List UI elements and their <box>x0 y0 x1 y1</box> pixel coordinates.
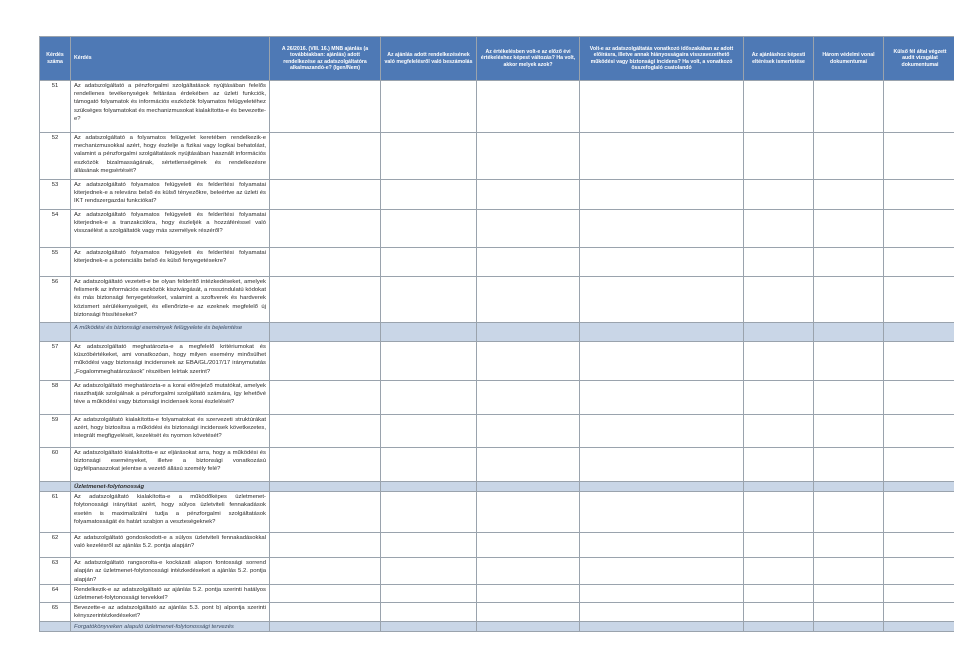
answer-cell[interactable] <box>580 492 744 533</box>
question-text: Az adatszolgáltató folyamatos felügyeleti és felderítési folyamatai kiterjednek-e a releváns belső és külső tényezőkre, beleértve az üzleti és IKT rendszergazdai funkciókat? <box>71 180 270 210</box>
table-row <box>40 81 954 133</box>
answer-cell[interactable] <box>381 533 477 558</box>
table-row <box>40 342 954 381</box>
section-number-cell <box>40 621 71 631</box>
answer-cell[interactable] <box>270 133 381 180</box>
question-text: Az adatszolgáltató folyamatos felügyeleti és felderítési folyamatai kiterjednek-e a potenciális belső és külső fenyegetésekre? <box>71 248 270 277</box>
table-row <box>40 533 954 558</box>
answer-cell[interactable] <box>477 81 580 133</box>
section-title: Üzletmenet-folytonosság <box>71 482 270 492</box>
answer-cell[interactable] <box>477 448 580 482</box>
answer-cell[interactable] <box>744 558 814 585</box>
answer-cell[interactable] <box>744 533 814 558</box>
answer-cell[interactable] <box>270 81 381 133</box>
question-text: Rendelkezik-e az adatszolgáltató az ajánlás 5.2. pontja szerinti hatályos üzletmenet-folytonossági tervekkel? <box>71 584 270 602</box>
table-row <box>40 448 954 482</box>
answer-cell[interactable] <box>381 81 477 133</box>
col-header-incident: Volt-e az adatszolgáltatás vonatkozó időszakában az adott előírásra, illetve annak hiányosságaira visszavezethető működési vagy biztonsági incidens? Ha volt, a vonatkozó összefoglaló csatolandó <box>580 37 744 81</box>
answer-cell[interactable] <box>884 248 954 277</box>
answer-cell[interactable] <box>814 180 884 210</box>
table-row <box>40 210 954 248</box>
question-number: 65 <box>40 603 71 621</box>
answer-cell[interactable] <box>381 248 477 277</box>
answer-cell[interactable] <box>884 584 954 602</box>
answer-cell[interactable] <box>381 603 477 621</box>
header-row <box>40 37 954 81</box>
answer-cell[interactable] <box>814 210 884 248</box>
answer-cell[interactable] <box>884 81 954 133</box>
answer-cell[interactable] <box>381 492 477 533</box>
answer-cell[interactable] <box>744 277 814 323</box>
answer-cell[interactable] <box>477 584 580 602</box>
table-row <box>40 248 954 277</box>
answer-cell[interactable] <box>744 381 814 415</box>
answer-cell[interactable] <box>580 133 744 180</box>
question-text: Az adatszolgáltató rangsorolta-e kockázati alapon fontossági sorrend alapján az üzletmenet-folytonossági intézkedéseket a ajánlás 5.2. pontja alapján? <box>71 558 270 585</box>
answer-cell[interactable] <box>270 415 381 448</box>
answer-cell[interactable] <box>884 533 954 558</box>
answer-cell[interactable] <box>744 133 814 180</box>
answer-cell[interactable] <box>477 210 580 248</box>
answer-cell[interactable] <box>884 415 954 448</box>
answer-cell[interactable] <box>884 180 954 210</box>
question-number: 63 <box>40 558 71 585</box>
answer-cell[interactable] <box>270 210 381 248</box>
table-row <box>40 133 954 180</box>
answer-cell[interactable] <box>744 342 814 381</box>
answer-cell[interactable] <box>814 533 884 558</box>
answer-cell[interactable] <box>270 342 381 381</box>
answer-cell[interactable] <box>814 342 884 381</box>
question-number: 55 <box>40 248 71 277</box>
answer-cell[interactable] <box>381 277 477 323</box>
answer-cell[interactable] <box>884 210 954 248</box>
table-row <box>40 277 954 323</box>
question-text: Az adatszolgáltató a folyamatos felügyelet keretében rendelkezik-e mechanizmusokkal azért, hogy észlelje a fizikai vagy logikai behatolást, valamint a pénzforgalmi szolgáltatások nyújtásában használt információs eszközök bizalmasságának, sértetlenségének és rendelkezésre állásának megsértését? <box>71 133 270 180</box>
answer-cell[interactable] <box>477 342 580 381</box>
answer-cell[interactable] <box>477 381 580 415</box>
answer-cell[interactable] <box>270 603 381 621</box>
question-text: Az adatszolgáltató meghatározta-e a korai előrejelző mutatókat, amelyek riaszthatják szolgálnak a pénzforgalmi szolgáltató számára, így lehetővé téve a működési vagy biztonsági incidensek korai észlelését? <box>71 381 270 415</box>
answer-cell[interactable] <box>814 381 884 415</box>
question-text: Az adatszolgáltató kialakította-e az eljárásokat arra, hogy a működési és biztonsági eseményeket, illetve a biztonsági vonatkozású ügyfélpanaszokat jelentse a vezető állású személy felé? <box>71 448 270 482</box>
answer-cell[interactable] <box>744 603 814 621</box>
question-number: 57 <box>40 342 71 381</box>
answer-cell[interactable] <box>814 133 884 180</box>
question-text: Az adatszolgáltató a pénzforgalmi szolgáltatások nyújtásában felelős rendellenes tevékenységek feltárása érdekében az üzleti funkciók, támogató folyamatok és információs eszközök folyamatos felügyeletéhez szükséges folyamatokat és mechanizmusokat kialakította-e és bevezette-e? <box>71 81 270 133</box>
section-title: Forgatókönyveken alapuló üzletmenet-folytonossági tervezés <box>71 621 270 631</box>
answer-cell[interactable] <box>814 277 884 323</box>
answer-cell[interactable] <box>744 492 814 533</box>
section-number-cell <box>40 323 71 342</box>
answer-cell[interactable] <box>580 533 744 558</box>
table-row <box>40 180 954 210</box>
answer-cell[interactable] <box>381 180 477 210</box>
section-number-cell <box>40 482 71 492</box>
col-header-external-audit: Külső fél által végzett audit vizsgálat dokumentumai <box>884 37 954 81</box>
table-row <box>40 492 954 533</box>
answer-cell[interactable] <box>884 277 954 323</box>
answer-cell[interactable] <box>814 603 884 621</box>
answer-cell[interactable] <box>744 584 814 602</box>
question-text: Az adatszolgáltató vezetett-e be olyan felderítő intézkedéseket, amelyek felismerik az információs eszközök kiszivárgását, a rosszindulatú kódokat és más biztonsági fenyegetéseket, valamint a szoftverek és hardverek közismert sérülékenységeit, és ellenőrizte-e az ezeknek megfelelő új biztonsági frissítéseket? <box>71 277 270 323</box>
answer-cell[interactable] <box>580 81 744 133</box>
question-text: Az adatszolgáltató kialakította-e folyamatokat és szervezeti struktúrákat azért, hogy biztosítsa a működési és biztonsági incidensek következetes, integrált megfigyelését, kezelését és nyomon követését? <box>71 415 270 448</box>
answer-cell[interactable] <box>814 248 884 277</box>
answer-cell[interactable] <box>580 381 744 415</box>
question-number: 54 <box>40 210 71 248</box>
answer-cell[interactable] <box>381 448 477 482</box>
answer-cell[interactable] <box>477 603 580 621</box>
answer-cell[interactable] <box>580 248 744 277</box>
question-number: 59 <box>40 415 71 448</box>
answer-cell[interactable] <box>477 533 580 558</box>
table-body <box>40 81 954 632</box>
question-number: 58 <box>40 381 71 415</box>
answer-cell[interactable] <box>270 248 381 277</box>
question-number: 53 <box>40 180 71 210</box>
col-header-question: Kérdés <box>71 37 270 81</box>
question-text: Az adatszolgáltató kialakította-e a működőképes üzletmenet-folytonossági irányítást azért, hogy súlyos üzletviteli fennakadások esetén is maximalizálni tudja a pénzforgalmi szolgáltatások folyamatosságát és határt szabjon a veszteségeknek? <box>71 492 270 533</box>
answer-cell[interactable] <box>270 533 381 558</box>
answer-cell[interactable] <box>477 558 580 585</box>
answer-cell[interactable] <box>884 133 954 180</box>
answer-cell[interactable] <box>814 81 884 133</box>
question-text: Az adatszolgáltató gondoskodott-e a súlyos üzletviteli fennakadásokkal való kezelésről az ajánlás 5.2. pontja alapján? <box>71 533 270 558</box>
section-row <box>40 323 954 342</box>
answer-cell[interactable] <box>270 492 381 533</box>
question-number: 61 <box>40 492 71 533</box>
question-number: 51 <box>40 81 71 133</box>
answer-cell[interactable] <box>381 558 477 585</box>
answer-cell[interactable] <box>381 381 477 415</box>
answer-cell[interactable] <box>477 415 580 448</box>
col-header-question-number: Kérdés száma <box>40 37 71 81</box>
answer-cell[interactable] <box>381 342 477 381</box>
answer-cell[interactable] <box>744 415 814 448</box>
answer-cell[interactable] <box>270 584 381 602</box>
section-title: A működési és biztonsági események felügyelete és bejelentése <box>71 323 270 342</box>
answer-cell[interactable] <box>270 381 381 415</box>
answer-cell[interactable] <box>580 558 744 585</box>
col-header-defence-lines: Három védelmi vonal dokumentumai <box>814 37 884 81</box>
col-header-compliance-report: Az ajánlás adott rendelkezésének való megfelelésről való beszámolás <box>381 37 477 81</box>
answer-cell[interactable] <box>580 210 744 248</box>
answer-cell[interactable] <box>270 558 381 585</box>
answer-cell[interactable] <box>814 584 884 602</box>
answer-cell[interactable] <box>884 381 954 415</box>
question-number: 56 <box>40 277 71 323</box>
answer-cell[interactable] <box>884 603 954 621</box>
answer-cell[interactable] <box>744 210 814 248</box>
answer-cell[interactable] <box>744 448 814 482</box>
answer-cell[interactable] <box>270 448 381 482</box>
table-row <box>40 603 954 621</box>
col-header-change: Az értékelésben volt-e az előző évi értékeléshez képest változás? Ha volt, akkor melyek azok? <box>477 37 580 81</box>
table-row <box>40 558 954 585</box>
answer-cell[interactable] <box>381 133 477 180</box>
answer-cell[interactable] <box>744 81 814 133</box>
answer-cell[interactable] <box>884 558 954 585</box>
answer-cell[interactable] <box>477 492 580 533</box>
answer-cell[interactable] <box>814 448 884 482</box>
answer-cell[interactable] <box>580 180 744 210</box>
answer-cell[interactable] <box>270 277 381 323</box>
answer-cell[interactable] <box>477 277 580 323</box>
answer-cell[interactable] <box>814 558 884 585</box>
question-number: 52 <box>40 133 71 180</box>
answer-cell[interactable] <box>270 180 381 210</box>
answer-cell[interactable] <box>744 180 814 210</box>
table-row <box>40 415 954 448</box>
answer-cell[interactable] <box>580 603 744 621</box>
answer-cell[interactable] <box>580 448 744 482</box>
answer-cell[interactable] <box>814 415 884 448</box>
answer-cell[interactable] <box>884 448 954 482</box>
section-row <box>40 482 954 492</box>
answer-cell[interactable] <box>744 248 814 277</box>
question-text: Bevezette-e az adatszolgáltató az ajánlás 5.3. pont b) alpontja szerinti kényszerintézkedéseket? <box>71 603 270 621</box>
answer-cell[interactable] <box>477 248 580 277</box>
answer-cell[interactable] <box>381 415 477 448</box>
answer-cell[interactable] <box>884 342 954 381</box>
section-row <box>40 621 954 631</box>
question-text: Az adatszolgáltató folyamatos felügyeleti és felderítési folyamatai kiterjednek-e a tranzakciókra, hogy észleljék a hozzáféréssel való visszaélést a szolgáltatók vagy más személyek részéről? <box>71 210 270 248</box>
question-text: Az adatszolgáltató meghatározta-e a megfelelő kritériumokat és küszöbértékeket, ami vonatkozóan, hogy milyen esemény minősülhet működési vagy biztonsági incidensnek az EBA/GL/2017/17 iránymutatás „Fogalommeghatározások” részében leírtak szerint? <box>71 342 270 381</box>
answer-cell[interactable] <box>884 492 954 533</box>
table-row <box>40 584 954 602</box>
answer-cell[interactable] <box>477 180 580 210</box>
col-header-applicable: A 26/2016. (VIII. 16.) MNB ajánlás (a továbbiakban: ajánlás) adott rendelkezése az adatszolgáltatóra alkalmazandó-e? (Igen/Nem) <box>270 37 381 81</box>
answer-cell[interactable] <box>814 492 884 533</box>
answer-cell[interactable] <box>477 133 580 180</box>
answer-cell[interactable] <box>580 342 744 381</box>
answer-cell[interactable] <box>580 584 744 602</box>
questionnaire-table <box>39 36 954 632</box>
questionnaire-sheet <box>39 36 954 632</box>
answer-cell[interactable] <box>381 584 477 602</box>
answer-cell[interactable] <box>580 277 744 323</box>
question-number: 62 <box>40 533 71 558</box>
answer-cell[interactable] <box>381 210 477 248</box>
table-row <box>40 381 954 415</box>
question-number: 60 <box>40 448 71 482</box>
answer-cell[interactable] <box>580 415 744 448</box>
col-header-deviations: Az ajánláshoz képesti eltérések ismertetése <box>744 37 814 81</box>
question-number: 64 <box>40 584 71 602</box>
